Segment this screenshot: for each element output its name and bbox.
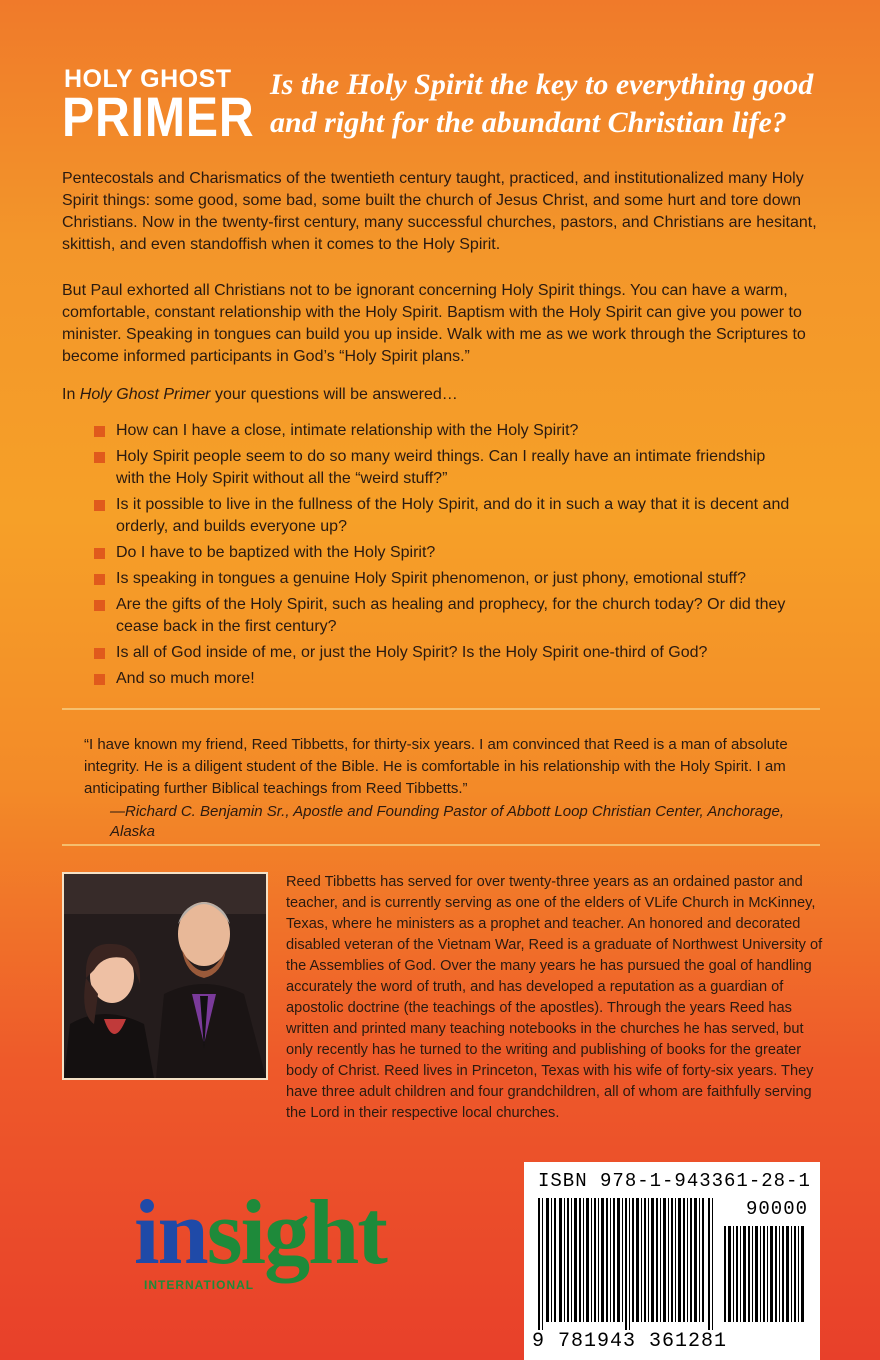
bullet-square-icon: [94, 600, 105, 611]
list-item: How can I have a close, intimate relationship with the Holy Spirit?: [94, 420, 794, 442]
barcode-addon-number: 90000: [746, 1198, 809, 1220]
intro-paragraph-3: [62, 384, 822, 406]
author-photo: [62, 872, 268, 1080]
bullet-square-icon: [94, 674, 105, 685]
intro-paragraph-1: Pentecostals and Charismatics of the twentieth century taught, practiced, and institutionalized many Holy Spirit things: some good, some bad, some built the church of Jesus Christ, and some hurt and tore down Christians. Now in the twenty-first century, many successful churches, pastors, and Christians are hesitant, skittish, and even standoffish when it comes to the Holy Spirit.: [62, 170, 817, 253]
intro-book-title: Holy Ghost Primer: [79, 386, 211, 403]
author-photo-illustration: [64, 874, 266, 1078]
publisher-logo-word: insight: [134, 1181, 386, 1283]
bullet-square-icon: [94, 648, 105, 659]
bullet-square-icon: [94, 452, 105, 463]
list-item: Is it possible to live in the fullness of the Holy Spirit, and do it in such a way that it is decent and orderly, and builds everyone up?: [94, 494, 794, 538]
book-title: PRIMER: [62, 85, 255, 148]
list-item: Is all of God inside of me, or just the Holy Spirit? Is the Holy Spirit one-third of God?: [94, 642, 794, 664]
divider-bottom: [62, 844, 820, 846]
series-label: HOLY GHOST: [64, 65, 232, 93]
intro-paragraph-2: But Paul exhorted all Christians not to be ignorant concerning Holy Spirit things. You can have a warm, comfortable, constant relationship with the Holy Spirit. Baptism with the Holy Spirit can give you power to minister. Speaking in tongues can build you up inside. Walk with me as we work through the Scriptures to become informed participants in God’s “Holy Spirit plans.”: [62, 282, 806, 365]
intro-suffix: your questions will be answered…: [214, 386, 458, 403]
publisher-logo-subtitle: INTERNATIONAL: [144, 1278, 255, 1292]
list-item: Do I have to be baptized with the Holy Spirit?: [94, 542, 794, 564]
bullet-square-icon: [94, 548, 105, 559]
list-item: Holy Spirit people seem to do so many weird things. Can I really have an intimate friendship with the Holy Spirit without all the “weird stuff?”: [94, 446, 794, 490]
barcode-number: 9 781943 361281: [532, 1330, 728, 1353]
bullet-square-icon: [94, 426, 105, 437]
endorsement-quote: “I have known my friend, Reed Tibbetts, for thirty-six years. I am convinced that Reed is a man of absolute integrity. He is a diligent student of the Bible. He is comfortable in his relationship with the Holy Spirit. I am anticipating further Biblical teachings from Reed Tibbetts.”: [84, 736, 788, 797]
list-item: And so much more!: [94, 668, 794, 690]
headline: Is the Holy Spirit the key to everything good and right for the abundant Christian life?: [270, 68, 814, 139]
intro-prefix: In: [62, 386, 76, 403]
barcode-panel: [524, 1162, 820, 1360]
question-list: [94, 420, 794, 694]
author-bio: Reed Tibbetts has served for over twenty-three years as an ordained pastor and teacher, and is currently serving as one of the elders of VLife Church in McKinney, Texas, where he ministers as a prophet and teacher. An honored and decorated disabled veteran of the Vietnam War, Reed is a graduate of Northwest University of the Assemblies of God. Over the many years he has pursued the goal of handling accurately the word of truth, and has developed a reputation as a guardian of apostolic doctrine (the teachings of the apostles). Through the years Reed has written and printed many teaching notebooks in the churches he has served, but only recently has he turned to the writing and publishing of books for the greater body of Christ. Reed lives in Princeton, Texas with his wife of forty-six years. They have three adult children and four grandchildren, all of whom are faithfully serving the Lord in their respective local churches.: [286, 874, 823, 1121]
bullet-square-icon: [94, 574, 105, 585]
list-item: Are the gifts of the Holy Spirit, such as healing and prophecy, for the church today? Or did they cease back in the first century?: [94, 594, 794, 638]
publisher-logo: [134, 1180, 414, 1320]
list-item: Is speaking in tongues a genuine Holy Spirit phenomenon, or just phony, emotional stuff?: [94, 568, 794, 590]
endorsement-attribution: —Richard C. Benjamin Sr., Apostle and Founding Pastor of Abbott Loop Christian Center, Anchorage, Alaska: [110, 803, 784, 840]
divider-top: [62, 708, 820, 710]
bullet-square-icon: [94, 500, 105, 511]
isbn-label: ISBN 978-1-943361-28-1: [538, 1170, 811, 1192]
